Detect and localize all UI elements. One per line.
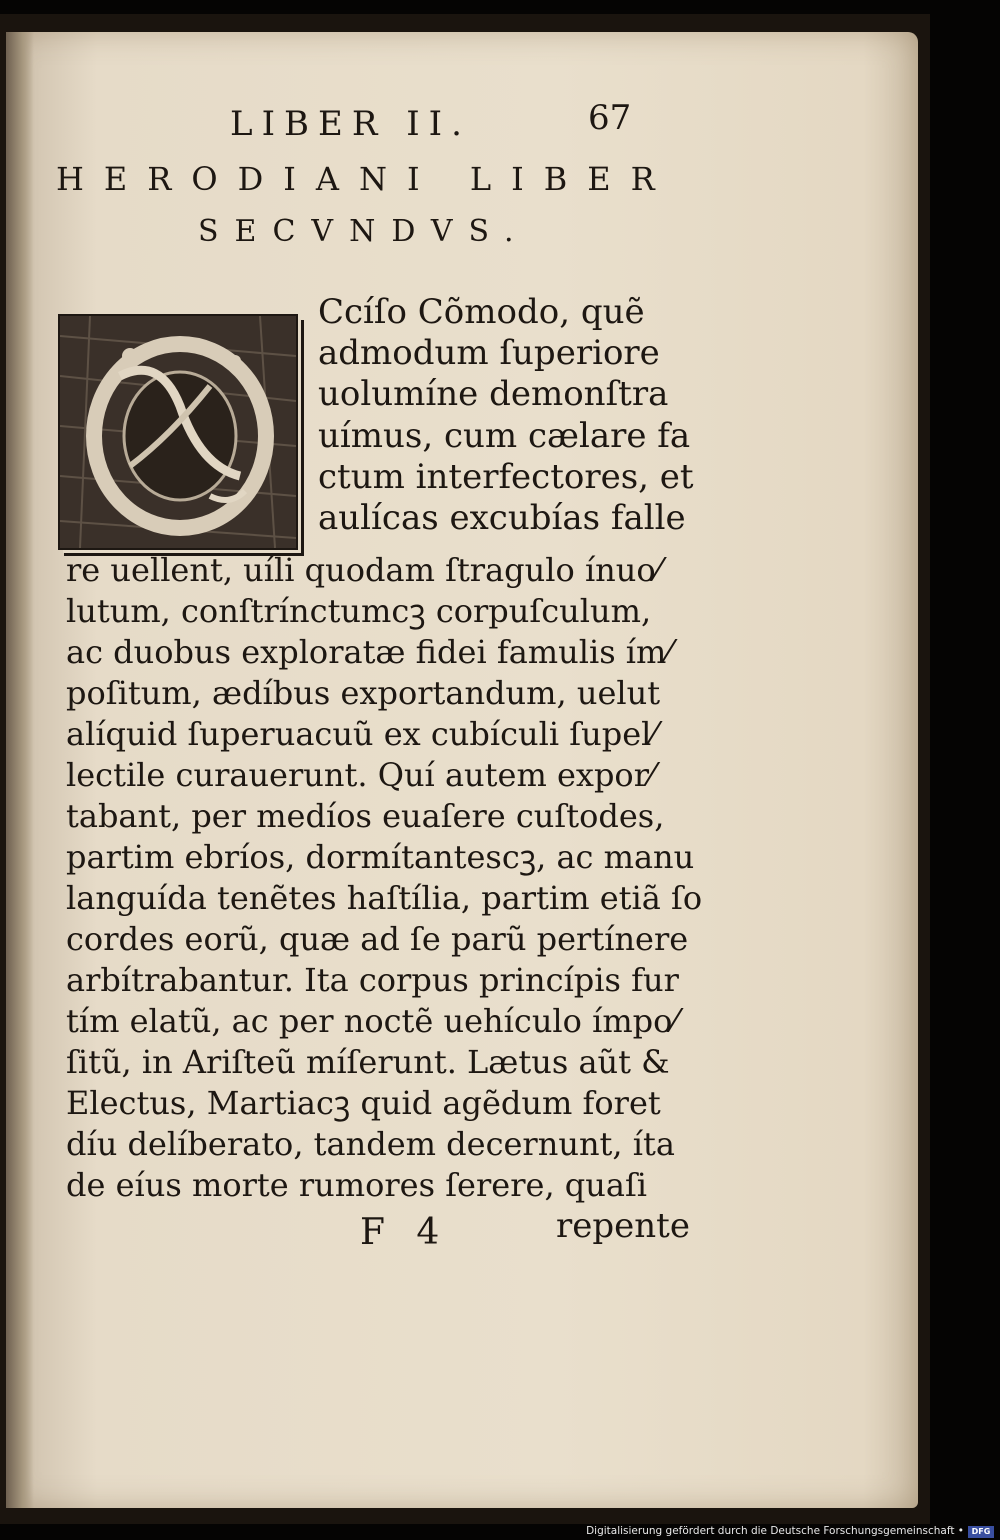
book-title-line-1: HERODIANI LIBER [56, 160, 675, 198]
body-line: Electus, Martiacꝫ quid agẽdum foret [66, 1084, 661, 1122]
page-gutter [6, 32, 34, 1508]
body-line: díu delíberato, tandem decernunt, íta [66, 1125, 675, 1163]
body-line: tím elatũ, ac per noctẽ uehículo ímpo⁄ [66, 1002, 678, 1040]
body-line: arbítrabantur. Ita corpus princípis fur [66, 961, 679, 999]
woodcut-initial-icon [60, 316, 296, 548]
body-line: alíquid ſuperuacuũ ex cubículi ſupel⁄ [66, 715, 657, 753]
body-line: ac duobus exploratæ fidei famulis ím⁄ [66, 633, 672, 671]
body-line: partim ebríos, dormítantescꝫ, ac manu [66, 838, 695, 876]
page-number: 67 [588, 98, 632, 138]
body-line: ſitũ, in Ariſteũ míſerunt. Lætus aũt & [66, 1043, 670, 1081]
body-line: admodum ſuperiore [318, 333, 660, 373]
body-line: aulícas excubías falle [318, 498, 686, 538]
body-line: cordes eorũ, quæ ad ſe parũ pertínere [66, 920, 689, 958]
digitization-credit: Digitalisierung gefördert durch die Deutsche Forschungsgemeinschaft • [586, 1525, 964, 1537]
body-line: uímus, cum cælare fa [318, 416, 691, 456]
book-title-line-2: SECVNDVS. [198, 214, 530, 249]
body-line: tabant, per medíos euaſere cuſtodes, [66, 797, 665, 835]
signature-mark: F 4 [360, 1212, 450, 1253]
body-line: uolumíne demonſtra [318, 374, 669, 414]
body-line: re uellent, uíli quodam ſtragulo ínuo⁄ [66, 551, 661, 589]
decorated-initial-o [58, 314, 298, 550]
body-line: Ccíſo Cõmodo, quẽ [318, 292, 645, 332]
body-line: lectile curauerunt. Quí autem expor⁄ [66, 756, 655, 794]
dfg-logo-icon: DFG [968, 1526, 994, 1538]
body-line: poſitum, ædíbus exportandum, uelut [66, 674, 661, 712]
running-title: LIBER II. [230, 104, 471, 144]
body-line: languída tenẽtes haſtília, partim etiã ſo [66, 879, 703, 917]
catchword: repente [556, 1206, 690, 1246]
body-line: lutum, conſtrínctumcꝫ corpuſculum, [66, 592, 652, 630]
body-line: ctum interfectores, et [318, 457, 694, 497]
body-line: de eíus morte rumores ſerere, quaſi [66, 1166, 648, 1204]
